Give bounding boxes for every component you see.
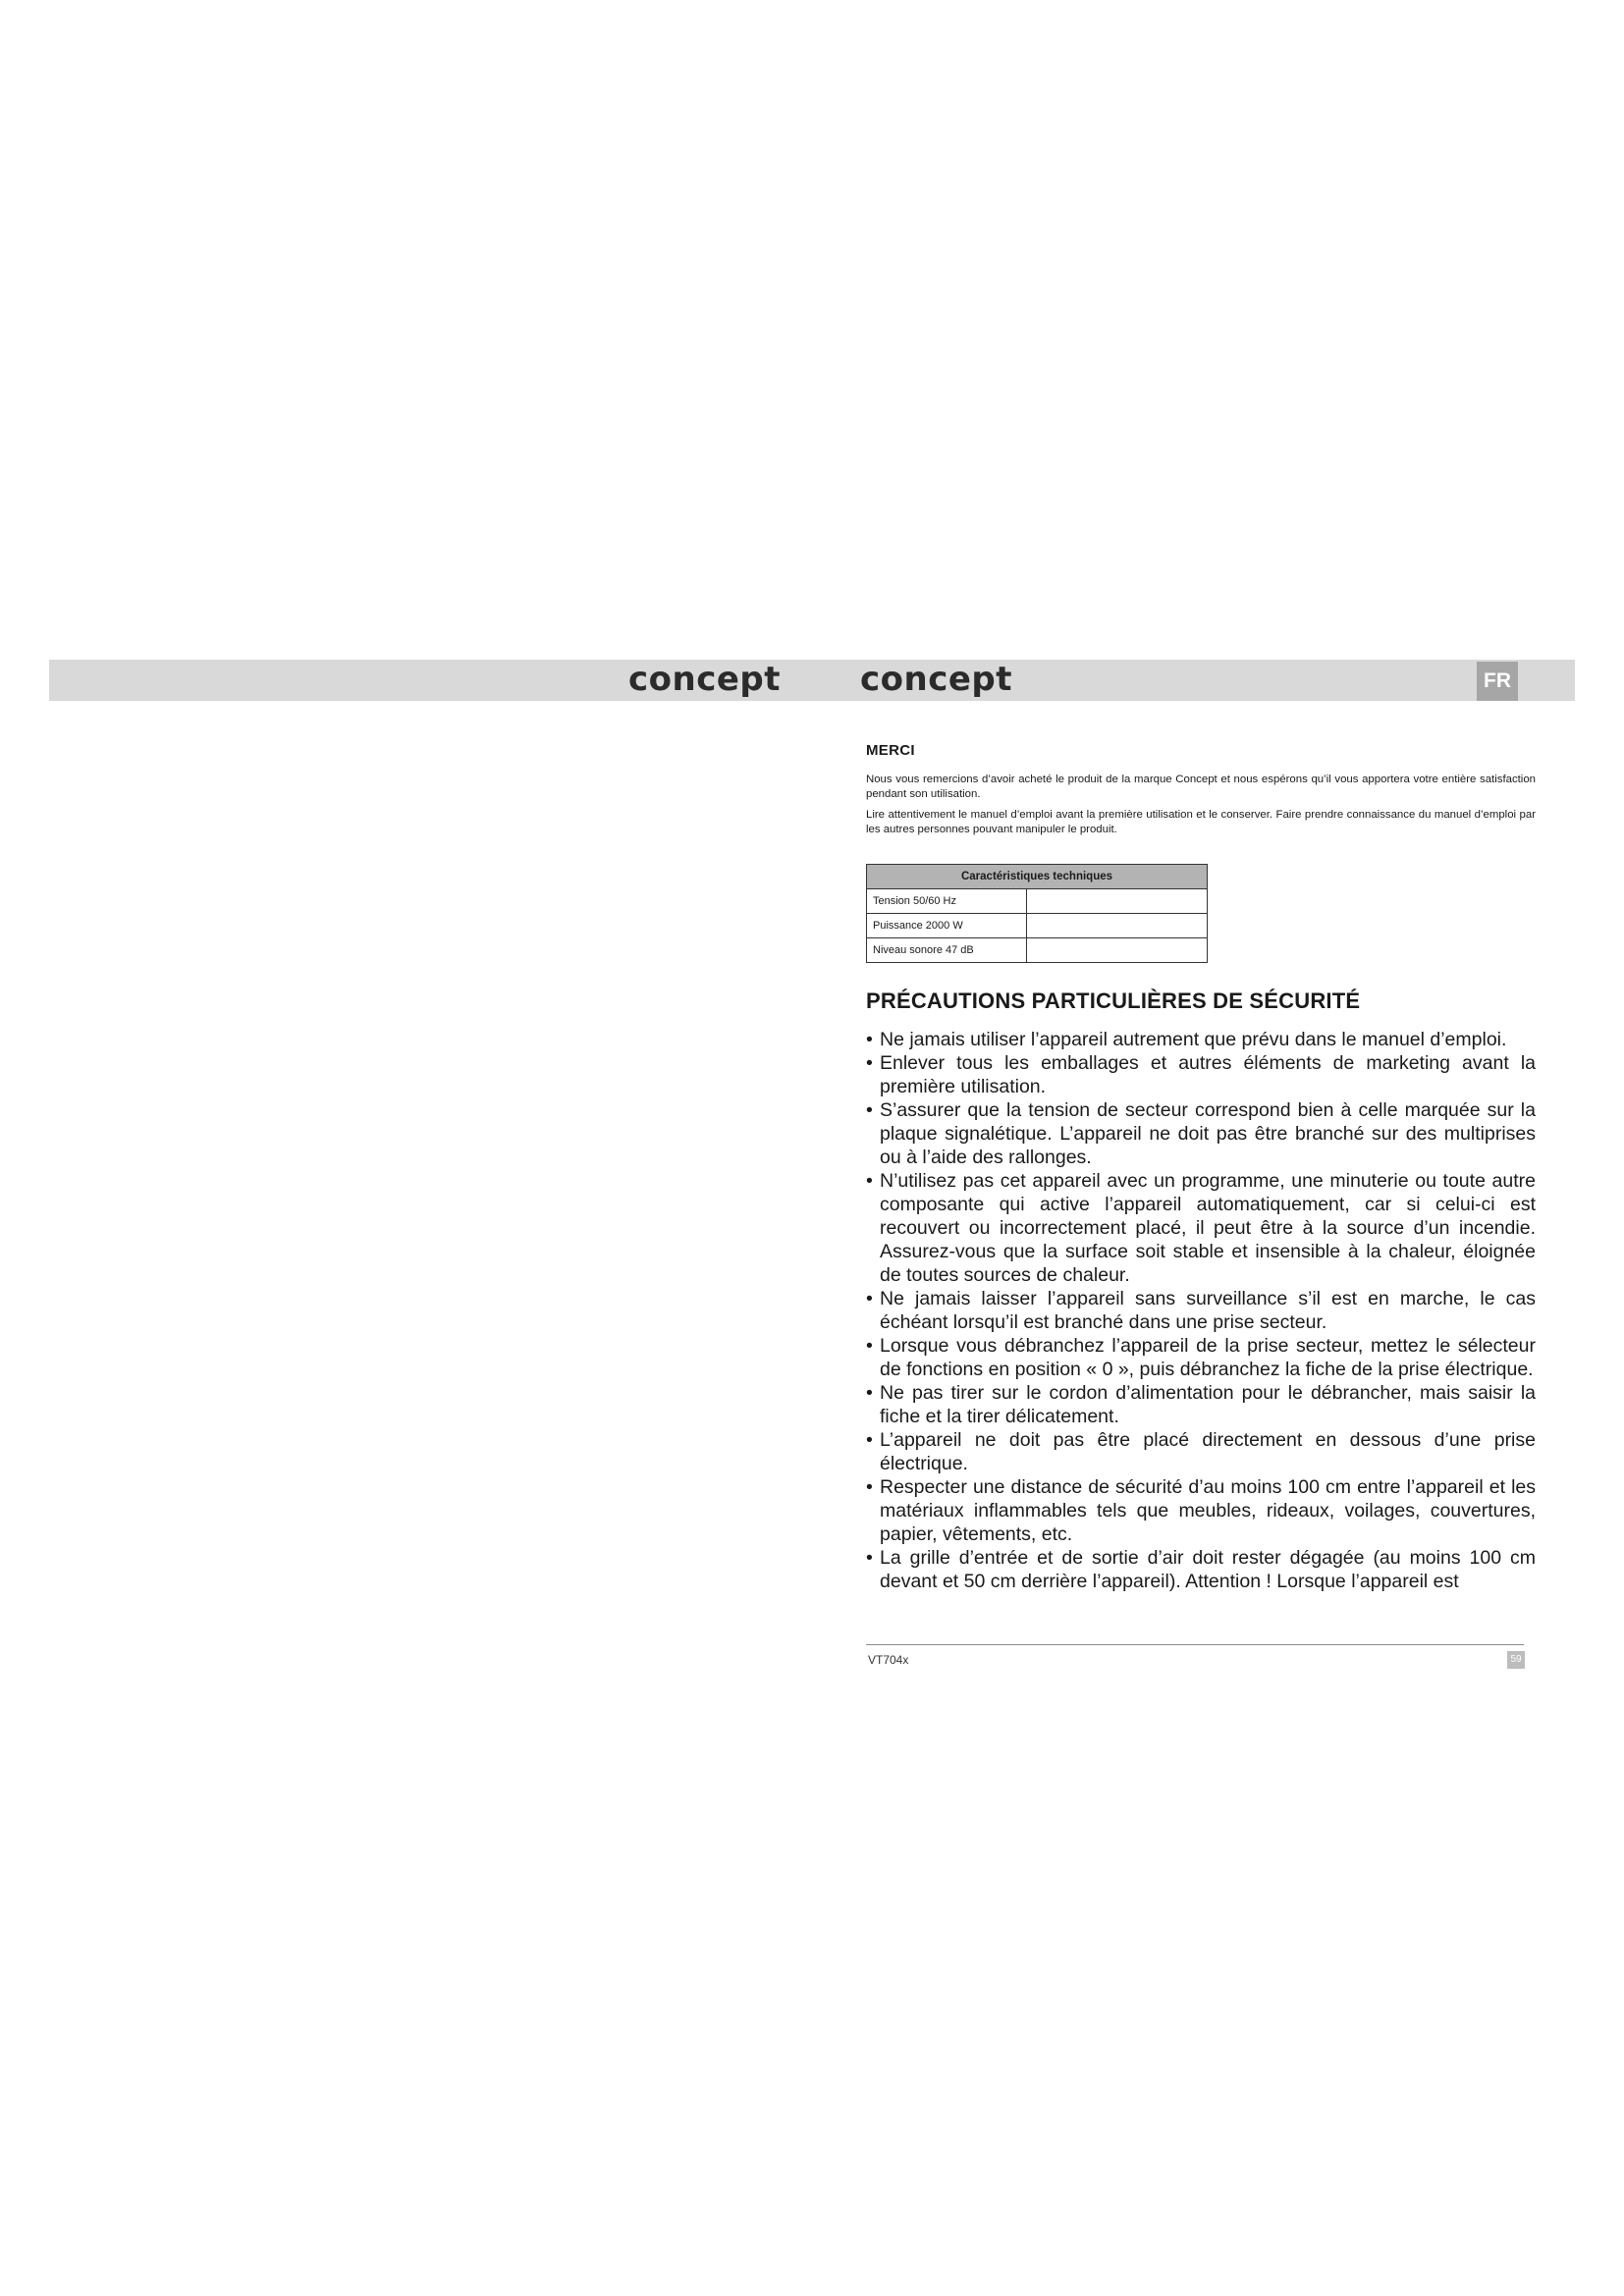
- language-badge: FR: [1477, 662, 1518, 701]
- brand-logo-right: concept: [860, 660, 1013, 699]
- specs-table: [866, 864, 1208, 963]
- list-item: • Lorsque vous débranchez l’appareil de la prise secteur, mettez le sélecteur de fonctions en position « 0 », puis débranchez la fiche de la prise électrique.: [866, 1334, 1536, 1381]
- brand-logo-left: concept: [628, 660, 782, 699]
- page-content: [866, 726, 1536, 1593]
- intro-text: [866, 773, 1536, 837]
- precautions-list: [866, 1028, 1536, 1593]
- list-item: • Enlever tous les emballages et autres éléments de marketing avant la première utilisation.: [866, 1051, 1536, 1098]
- intro-paragraph: Lire attentivement le manuel d’emploi avant la première utilisation et le conserver. Faire prendre connaissance du manuel d’emploi par les autres personnes pouvant manipuler le produit.: [866, 809, 1536, 835]
- table-row: [867, 889, 1208, 914]
- table-row: [867, 914, 1208, 938]
- list-item: • Ne pas tirer sur le cordon d’alimentation pour le débrancher, mais saisir la fiche et la tirer délicatement.: [866, 1381, 1536, 1428]
- specs-table-header: Caractéristiques techniques: [867, 865, 1208, 889]
- spec-value: [1027, 938, 1208, 963]
- precautions-title: PRÉCAUTIONS PARTICULIÈRES DE SÉCURITÉ: [866, 988, 1361, 1013]
- list-item: • Ne jamais laisser l’appareil sans surveillance s’il est en marche, le cas échéant lorsqu’il est branché dans une prise secteur.: [866, 1287, 1536, 1334]
- merci-title: MERCI: [866, 742, 915, 759]
- spec-label: Tension 50/60 Hz: [867, 889, 1027, 914]
- footer-divider: [866, 1644, 1524, 1645]
- list-item: • N’utilisez pas cet appareil avec un programme, une minuterie ou toute autre composante qui active l’appareil automatiquement, car si celui-ci est recouvert ou incorrectement placé, il peut être à la source d’un incendie. Assurez-vous que la surface soit stable et insensible à la chaleur, éloignée de toutes sources de chaleur.: [866, 1169, 1536, 1287]
- intro-paragraph: Nous vous remercions d’avoir acheté le produit de la marque Concept et nous espérons qu’il vous apportera votre entière satisfaction pendant son utilisation.: [866, 774, 1536, 800]
- list-item: • Respecter une distance de sécurité d’au moins 100 cm entre l’appareil et les matériaux inflammables tels que meubles, rideaux, voilages, couvertures, papier, vêtements, etc.: [866, 1475, 1536, 1546]
- list-item: • Ne jamais utiliser l’appareil autrement que prévu dans le manuel d’emploi.: [866, 1028, 1536, 1051]
- list-item: • S’assurer que la tension de secteur correspond bien à celle marquée sur la plaque signalétique. L’appareil ne doit pas être branché sur des multiprises ou à l’aide des rallonges.: [866, 1098, 1536, 1169]
- spec-label: Niveau sonore 47 dB: [867, 938, 1027, 963]
- table-row: [867, 938, 1208, 963]
- list-item: • La grille d’entrée et de sortie d’air doit rester dégagée (au moins 100 cm devant et 50 cm derrière l’appareil). Attention ! Lorsque l’appareil est: [866, 1546, 1536, 1593]
- spec-value: [1027, 889, 1208, 914]
- spec-value: [1027, 914, 1208, 938]
- header-band: [49, 660, 1575, 701]
- spec-label: Puissance 2000 W: [867, 914, 1027, 938]
- list-item: • L’appareil ne doit pas être placé directement en dessous d’une prise électrique.: [866, 1428, 1536, 1475]
- footer-model: VT704x: [868, 1653, 909, 1667]
- page-number: 59: [1507, 1651, 1525, 1669]
